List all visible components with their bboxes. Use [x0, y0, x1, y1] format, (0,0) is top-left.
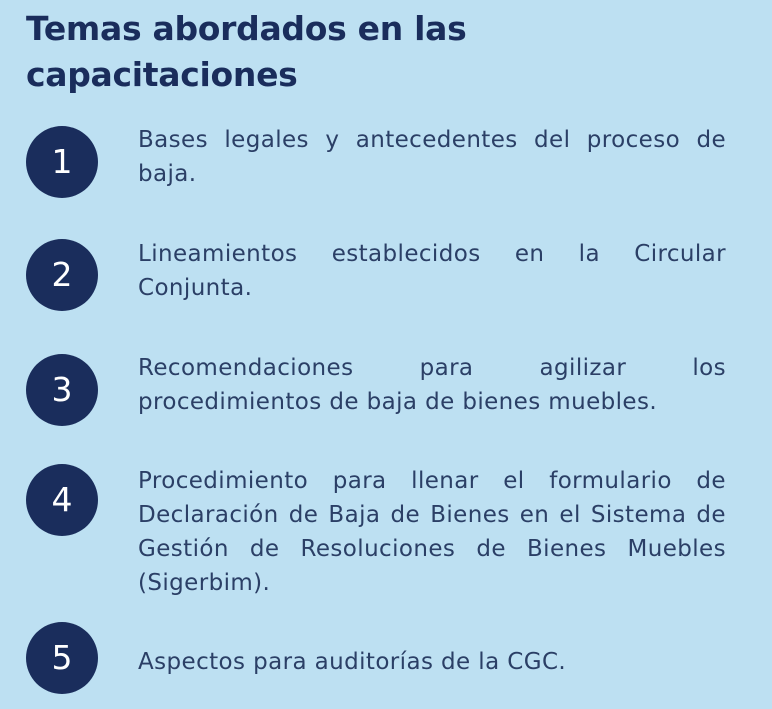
topic-number-badge: 3 — [26, 354, 98, 426]
topic-text: Aspectos para auditorías de la CGC. — [138, 649, 567, 675]
page-title: Temas abordados en las capacitaciones — [26, 9, 467, 94]
topic-number-badge: 1 — [26, 126, 98, 198]
topic-number-badge: 5 — [26, 622, 98, 694]
topic-text: Lineamientos establecidos en la Circular Conjunta. — [138, 241, 726, 301]
topic-number-badge: 2 — [26, 239, 98, 311]
topic-number-badge: 4 — [26, 464, 98, 536]
topic-text: Procedimiento para llenar el formulario de Declaración de Baja de Bienes en el Sistema de Gestión de Resoluciones de Bienes Muebles (Sigerbim). — [138, 468, 726, 596]
topic-text: Recomendaciones para agilizar los procedimientos de baja de bienes muebles. — [138, 355, 726, 415]
topic-text: Bases legales y antecedentes del proceso de baja. — [138, 127, 726, 187]
